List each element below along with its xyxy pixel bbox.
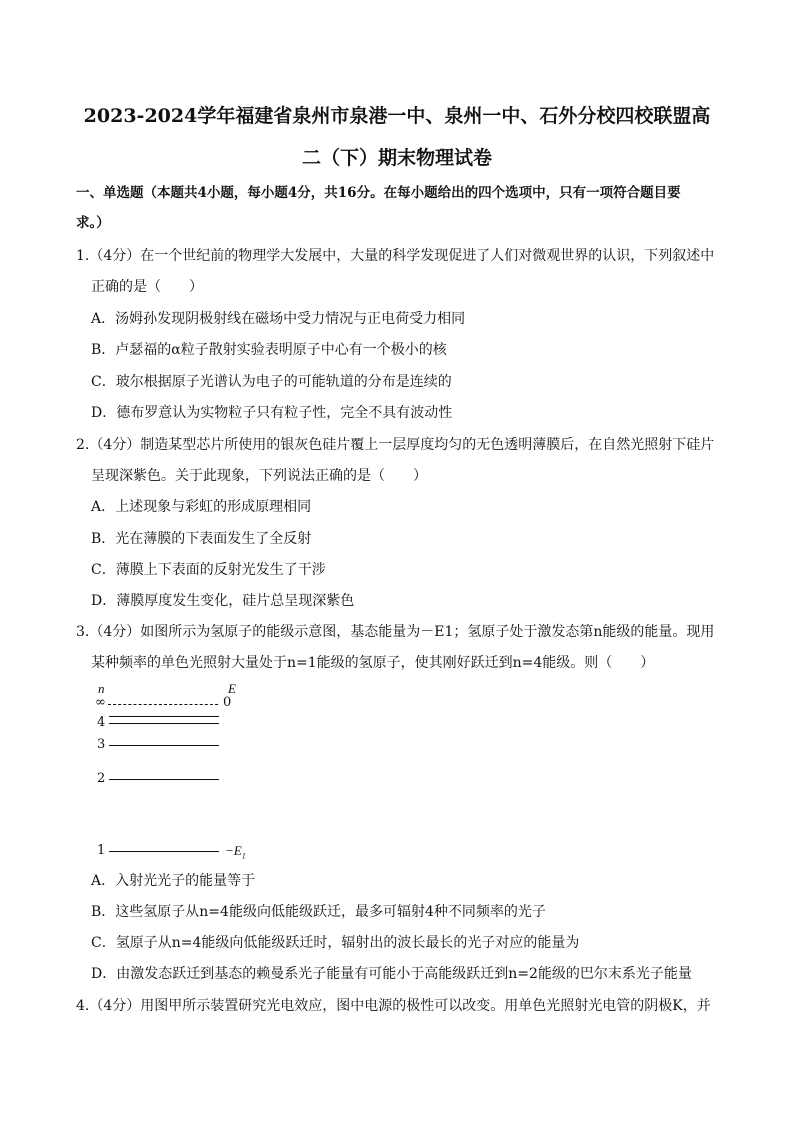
- diagram-e-label: E: [228, 681, 236, 696]
- level-infinity-line: [108, 704, 218, 705]
- question-1-option-d: D．德布罗意认为实物粒子只有粒子性，完全不具有波动性: [91, 405, 453, 421]
- question-4-stem-line1: 4.（4分）用图甲所示装置研究光电效应，图中电源的极性可以改变。用单色光照射光电管的阴极K，并: [76, 998, 711, 1014]
- section-heading-line1: 一、单选题（本题共4小题，每小题4分，共16分。在每小题给出的四个选项中，只有一项符合题目要: [76, 185, 681, 201]
- question-2-option-c: C．薄膜上下表面的反射光发生了干涉: [91, 562, 326, 578]
- question-3-stem-line2: 某种频率的单色光照射大量处于n=1能级的氢原子，使其刚好跃迁到n=4能级。则（ ）: [91, 655, 655, 671]
- question-1-stem-line1: 1.（4分）在一个世纪前的物理学大发展中，大量的科学发现促进了人们对微观世界的认识，下列叙述中: [76, 248, 715, 264]
- question-1-option-a: A．汤姆孙发现阴极射线在磁场中受力情况与正电荷受力相同: [91, 311, 466, 327]
- level-2-line: [109, 779, 219, 780]
- diagram-n-label: n: [98, 681, 105, 696]
- question-3-stem-line1: 3.（4分）如图所示为氢原子的能级示意图，基态能量为－E1；氢原子处于激发态第n能级的能量。现用: [76, 624, 715, 640]
- question-2-option-b: B．光在薄膜的下表面发生了全反射: [91, 531, 312, 547]
- section-heading: [76, 178, 726, 238]
- question-2-stem-line1: 2.（4分）制造某型芯片所使用的银灰色硅片覆上一层厚度均匀的无色透明薄膜后，在自然光照射下硅片: [76, 437, 715, 453]
- level-4-label: 4: [97, 715, 106, 730]
- exam-title-line2: 二（下）期末物理试卷: [301, 147, 492, 169]
- question-2-option-d: D．薄膜厚度发生变化，硅片总呈现深紫色: [91, 593, 355, 609]
- ground-energy-label: $-E_1$: [225, 843, 246, 861]
- level-3-line: [109, 745, 219, 746]
- exam-title-line1: 2023-2024学年福建省泉州市泉港一中、泉州一中、石外分校四校联盟高: [83, 105, 711, 127]
- level-5-line: [109, 716, 219, 717]
- level-1-line: [109, 851, 219, 852]
- diagram-zero-label: 0: [223, 695, 232, 710]
- question-3-option-c: C．氢原子从n=4能级向低能级跃迁时，辐射出的波长最长的光子对应的能量为: [91, 935, 580, 951]
- level-4-line: [109, 723, 219, 724]
- diagram-infinity-label: ∞: [95, 695, 106, 710]
- ground-energy-subscript: 1: [241, 851, 246, 861]
- section-heading-line2: 求。）: [76, 215, 110, 231]
- level-1-label: 1: [97, 843, 106, 858]
- question-1-option-c: C．玻尔根据原子光谱认为电子的可能轨道的分布是连续的: [91, 374, 452, 390]
- question-2-stem-line2: 呈现深紫色。关于此现象，下列说法正确的是（ ）: [91, 468, 427, 484]
- question-3-option-d: D．由激发态跃迁到基态的赖曼系光子能量有可能小于高能级跃迁到n=2能级的巴尔末系光子能量: [91, 966, 692, 982]
- level-2-label: 2: [97, 771, 106, 786]
- question-3-option-a: A．入射光光子的能量等于: [91, 873, 256, 889]
- energy-level-diagram: [92, 680, 272, 860]
- question-3-option-b: B．这些氢原子从n=4能级向低能级跃迁，最多可辐射4种不同频率的光子: [91, 904, 546, 920]
- level-3-label: 3: [97, 737, 106, 752]
- question-2-option-a: A．上述现象与彩虹的形成原理相同: [91, 499, 312, 515]
- question-1-stem-line2: 正确的是（ ）: [91, 279, 203, 295]
- question-1-option-b: B．卢瑟福的α粒子散射实验表明原子中心有一个极小的核: [91, 342, 447, 358]
